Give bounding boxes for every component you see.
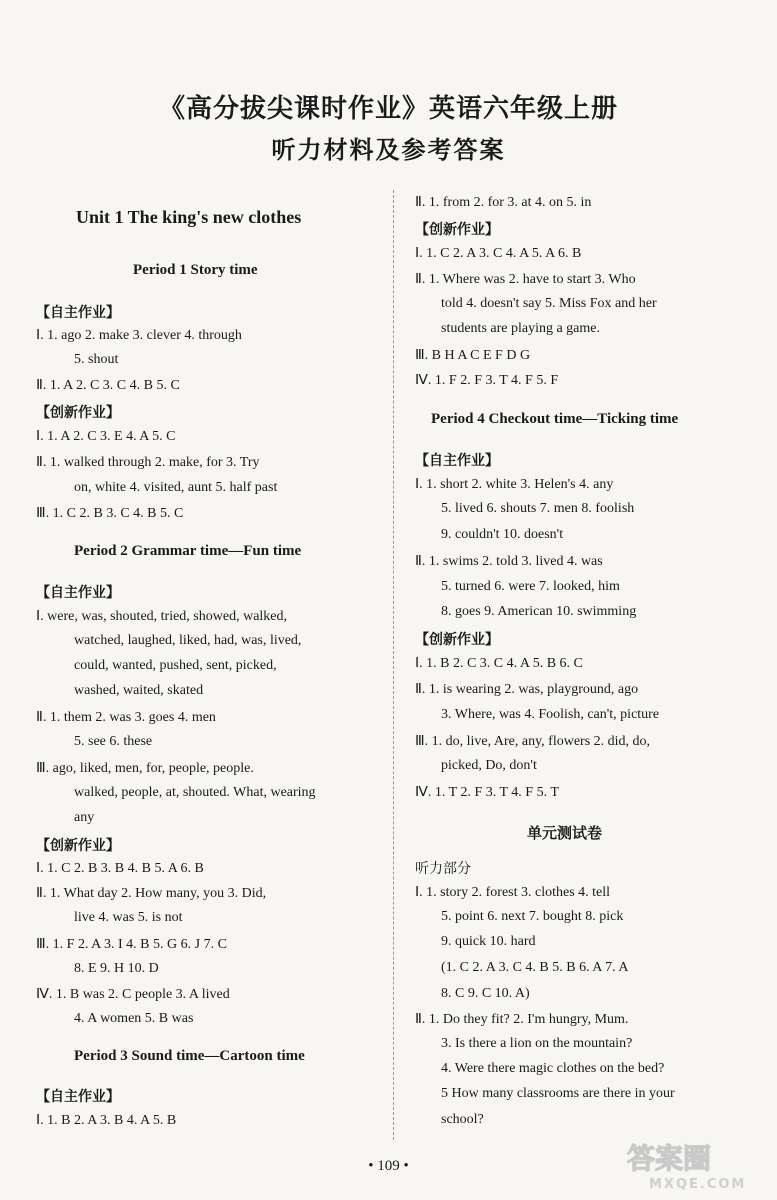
answer-line: 9. quick 10. hard (441, 934, 536, 949)
answer-line: Ⅲ. 1. C 2. B 3. C 4. B 5. C (36, 506, 184, 521)
watermark-text: 答案圈 (627, 1142, 712, 1175)
answer-line: Ⅱ. 1. is wearing 2. was, playground, ago (415, 682, 639, 697)
answer-line: Ⅰ. 1. story 2. forest 3. clothes 4. tell (415, 885, 611, 900)
answer-line: Ⅳ. 1. B was 2. C people 3. A lived (36, 987, 230, 1002)
answer-line: any (74, 810, 95, 825)
answer-line: Ⅱ. 1. A 2. C 3. C 4. B 5. C (36, 378, 180, 393)
section-label: 【自主作业】 (36, 585, 120, 601)
answer-line: Ⅰ. were, was, shouted, tried, showed, walked, (36, 609, 288, 624)
period-3-heading: Period 3 Sound time—Cartoon time (74, 1048, 305, 1064)
answer-line: Ⅰ. 1. short 2. white 3. Helen's 4. any (415, 477, 614, 492)
answer-line: Ⅳ. 1. F 2. F 3. T 4. F 5. F (415, 373, 559, 388)
answer-line: on, white 4. visited, aunt 5. half past (74, 480, 278, 495)
unit-test-heading: 单元测试卷 (527, 824, 603, 842)
answer-line: (1. C 2. A 3. C 4. B 5. B 6. A 7. A (441, 960, 629, 975)
section-label: 【创新作业】 (415, 222, 499, 238)
answer-line: 5. turned 6. were 7. looked, him (441, 579, 620, 594)
answer-line: Ⅱ. 1. Where was 2. have to start 3. Who (415, 272, 636, 287)
answer-line: 3. Is there a lion on the mountain? (441, 1036, 633, 1051)
answer-line: 3. Where, was 4. Foolish, can't, picture (441, 707, 660, 722)
answer-line: live 4. was 5. is not (74, 910, 183, 925)
answer-line: Ⅲ. 1. F 2. A 3. I 4. B 5. G 6. J 7. C (36, 937, 227, 952)
answer-line: 5. see 6. these (74, 734, 153, 749)
answer-line: washed, waited, skated (74, 683, 204, 698)
answer-line: Ⅱ. 1. them 2. was 3. goes 4. men (36, 710, 216, 725)
period-2-heading: Period 2 Grammar time—Fun time (74, 543, 302, 559)
watermark-logo (619, 1134, 769, 1194)
answer-line: 5. lived 6. shouts 7. men 8. foolish (441, 501, 635, 516)
answer-line: 4. Were there magic clothes on the bed? (441, 1061, 665, 1076)
answer-line: Ⅰ. 1. B 2. A 3. B 4. A 5. B (36, 1113, 177, 1128)
answer-line: 5. shout (74, 352, 119, 367)
answer-line: Ⅰ. 1. C 2. A 3. C 4. A 5. A 6. B (415, 246, 582, 261)
section-label: 【创新作业】 (415, 632, 499, 648)
section-label: 【创新作业】 (36, 405, 120, 421)
answer-line: walked, people, at, shouted. What, wearing (74, 785, 316, 800)
answer-line: Ⅰ. 1. ago 2. make 3. clever 4. through (36, 328, 242, 343)
answer-line: Ⅰ. 1. C 2. B 3. B 4. B 5. A 6. B (36, 861, 204, 876)
section-label: 听力部分 (415, 861, 471, 877)
answer-line: 5. point 6. next 7. bought 8. pick (441, 909, 624, 924)
answer-line: could, wanted, pushed, sent, picked, (74, 658, 277, 673)
page-number: • 109 • (368, 1158, 409, 1174)
answer-line: Ⅰ. 1. B 2. C 3. C 4. A 5. B 6. C (415, 656, 583, 671)
answer-line: 8. E 9. H 10. D (74, 961, 159, 976)
period-4-heading: Period 4 Checkout time—Ticking time (431, 411, 679, 427)
answer-line: Ⅱ. 1. swims 2. told 3. lived 4. was (415, 554, 603, 569)
unit-heading: Unit 1 The king's new clothes (76, 207, 302, 227)
page-title: 《高分拔尖课时作业》英语六年级上册 (158, 94, 618, 124)
answer-line: Ⅱ. 1. from 2. for 3. at 4. on 5. in (415, 195, 592, 210)
answer-line: 8. C 9. C 10. A) (441, 986, 530, 1001)
section-label: 【自主作业】 (415, 453, 499, 469)
answer-line: picked, Do, don't (441, 758, 537, 773)
answer-line: Ⅱ. 1. What day 2. How many, you 3. Did, (36, 886, 267, 901)
page-subtitle: 听力材料及参考答案 (271, 135, 506, 164)
section-label: 【自主作业】 (36, 1089, 120, 1105)
section-label: 【自主作业】 (36, 305, 120, 321)
answer-line: 9. couldn't 10. doesn't (441, 527, 564, 542)
column-divider (393, 190, 394, 1140)
answer-line: 5 How many classrooms are there in your (441, 1086, 675, 1101)
answer-line: Ⅲ. 1. do, live, Are, any, flowers 2. did, do, (415, 734, 651, 749)
answer-line: Ⅲ. ago, liked, men, for, people, people. (36, 761, 254, 776)
answer-line: Ⅰ. 1. A 2. C 3. E 4. A 5. C (36, 429, 176, 444)
answer-line: watched, laughed, liked, had, was, lived, (74, 633, 302, 648)
answer-line: Ⅲ. B H A C E F D G (415, 348, 531, 363)
answer-line: Ⅳ. 1. T 2. F 3. T 4. F 5. T (415, 785, 559, 800)
answer-line: Ⅱ. 1. Do they fit? 2. I'm hungry, Mum. (415, 1012, 629, 1027)
period-1-heading: Period 1 Story time (133, 262, 258, 278)
answer-line: 8. goes 9. American 10. swimming (441, 604, 637, 619)
answer-line: school? (441, 1112, 484, 1127)
watermark-url: MXQE.COM (649, 1177, 747, 1192)
section-label: 【创新作业】 (36, 838, 120, 854)
answer-line: told 4. doesn't say 5. Miss Fox and her (441, 296, 657, 311)
answer-line: 4. A women 5. B was (74, 1011, 194, 1026)
answer-line: Ⅱ. 1. walked through 2. make, for 3. Try (36, 455, 260, 470)
answer-line: students are playing a game. (441, 321, 601, 336)
